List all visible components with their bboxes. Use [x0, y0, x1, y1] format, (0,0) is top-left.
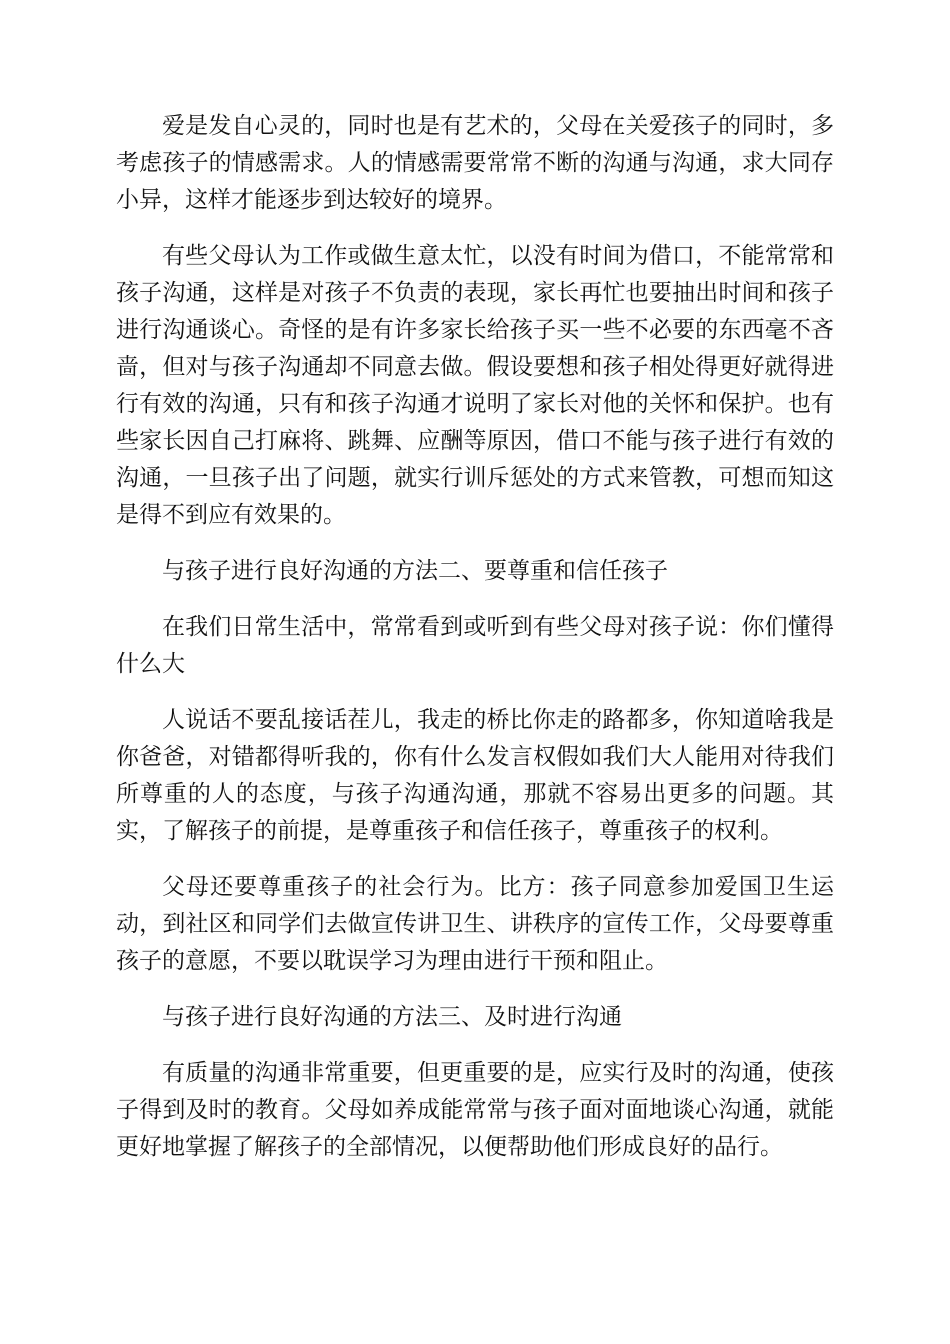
section-heading-3: 与孩子进行良好沟通的方法三、及时进行沟通 [162, 1004, 622, 1030]
paragraph-4: 人说话不要乱接话茬儿，我走的桥比你走的路都多，你知道啥我是你爸爸，对错都得听我的，你有什么发言权假如我们大人能用对待我们所尊重的人的态度，与孩子沟通沟通，那就不容易出更多的问题。其实，了解孩子的前提，是尊重孩子和信任孩子，尊重孩子的权利。 [116, 707, 834, 844]
section-heading-2: 与孩子进行良好沟通的方法二、要尊重和信任孩子 [162, 558, 668, 584]
paragraph-2: 有些父母认为工作或做生意太忙，以没有时间为借口，不能常常和孩子沟通，这样是对孩子不负责的表现，家长再忙也要抽出时间和孩子进行沟通谈心。奇怪的是有许多家长给孩子买一些不必要的东西毫不吝啬，但对与孩子沟通却不同意去做。假设要想和孩子相处得更好就得进行有效的沟通，只有和孩子沟通才说明了家长对他的关怀和保护。也有些家长因自己打麻将、跳舞、应酬等原因，借口不能与孩子进行有效的沟通，一旦孩子出了问题，就实行训斥惩处的方式来管教，可想而知这是得不到应有效果的。 [116, 243, 834, 528]
paragraph-3: 在我们日常生活中，常常看到或听到有些父母对孩子说：你们懂得什么大 [116, 614, 834, 677]
paragraph-5: 父母还要尊重孩子的社会行为。比方：孩子同意参加爱国卫生运动，到社区和同学们去做宣传讲卫生、讲秩序的宣传工作，父母要尊重孩子的意愿，不要以耽误学习为理由进行干预和阻止。 [116, 874, 834, 974]
paragraph-6: 有质量的沟通非常重要，但更重要的是，应实行及时的沟通，使孩子得到及时的教育。父母如养成能常常与孩子面对面地谈心沟通，就能更好地掌握了解孩子的全部情况，以便帮助他们形成良好的品行。 [116, 1060, 834, 1160]
document-body [116, 108, 834, 1185]
paragraph-1: 爱是发自心灵的，同时也是有艺术的，父母在关爱孩子的同时，多考虑孩子的情感需求。人的情感需要常常不断的沟通与沟通，求大同存小异，这样才能逐步到达较好的境界。 [116, 113, 834, 213]
